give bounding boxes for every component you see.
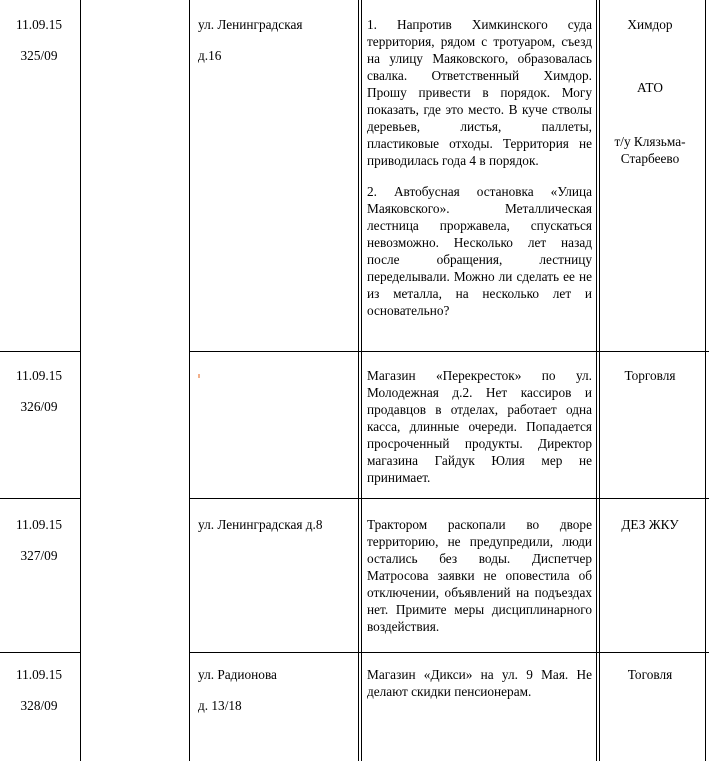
address-cell: [198, 666, 356, 714]
responsible-org-cell: [600, 516, 700, 533]
responsible-org-cell: [600, 666, 700, 683]
responsible-org: Тоговля: [627, 667, 673, 682]
column-divider: [358, 0, 362, 761]
complaint-paragraph: Магазин «Дикси» на ул. 9 Мая. Не делают скидки пенсионерам.: [367, 667, 592, 699]
responsible-org: ДЕЗ ЖКУ: [621, 517, 679, 532]
complaint-paragraph: Магазин «Перекресток» по ул. Молодежная д.2. Нет кассиров и продавцов в отделах, работает одна касса, длинные очереди. Попадается просроченный продукты. Директор магазина Гайдук Юлия мер не принимает.: [367, 368, 592, 485]
request-number: 325/09: [20, 48, 58, 63]
date-cell: [0, 516, 78, 564]
column-divider: [80, 0, 81, 761]
complaint-text-cell: [367, 666, 592, 700]
address-street: ул. Ленинградская: [198, 17, 303, 32]
row-divider: [189, 498, 709, 499]
request-date: 11.09.15: [15, 517, 63, 532]
address-street: ул. Радионова: [198, 667, 277, 682]
request-number: 327/09: [20, 548, 58, 563]
date-cell: [0, 367, 78, 415]
responsible-org: Химдор: [627, 17, 673, 32]
row-divider: [189, 652, 709, 653]
complaint-paragraph: 2. Автобусная остановка «Улица Маяковского». Металлическая лестница проржавела, спускаться невозможно. Несколько лет назад после обращения, лестницу переделывали. Можно ли сделать ее не из металла, на несколько лет и основательно?: [367, 184, 592, 318]
request-date: 11.09.15: [15, 667, 63, 682]
request-date: 11.09.15: [15, 368, 63, 383]
row-divider: [189, 351, 709, 352]
row-divider: [0, 652, 80, 653]
request-number: 326/09: [20, 399, 58, 414]
request-number: 328/09: [20, 698, 58, 713]
complaint-text-cell: [367, 516, 592, 635]
address-house: д. 13/18: [198, 698, 242, 713]
date-cell: [0, 16, 78, 64]
responsible-org-cell: [600, 16, 700, 167]
address-street: ул. Ленинградская д.8: [198, 517, 323, 532]
complaint-text-cell: [367, 16, 592, 319]
responsible-org: АТО: [637, 80, 663, 95]
complaint-paragraph: Трактором раскопали во дворе территорию, не предупредили, люди остались без воды. Диспетчер Матросова заявки не оповестила об отключении, объявлений на подъездах нет. Примите меры дисциплинарного воздействия.: [367, 517, 592, 634]
date-cell: [0, 666, 78, 714]
responsible-org-cell: [600, 367, 700, 384]
responsible-org: Торговля: [624, 368, 676, 383]
complaint-paragraph: 1. Напротив Химкинского суда территория, рядом с тротуаром, съезд на улицу Маяковского, образовалась свалка. Ответственный Химдор. Прошу привести в порядок. Могу показать, где это место. В куче стволы деревьев, листья, паллеты, пластиковые отходы. Территория не приводилась года 4 в порядок.: [367, 17, 592, 168]
complaint-text-cell: [367, 367, 592, 486]
address-house: д.16: [198, 48, 222, 63]
row-divider: [0, 351, 80, 352]
column-divider: [189, 0, 190, 761]
address-cell: [198, 16, 356, 64]
address-cell: [198, 516, 356, 533]
responsible-org: т/у Клязьма-Старбеево: [614, 134, 686, 166]
column-divider: [705, 0, 706, 761]
stray-mark: [198, 374, 200, 378]
request-date: 11.09.15: [15, 17, 63, 32]
row-divider: [0, 498, 80, 499]
